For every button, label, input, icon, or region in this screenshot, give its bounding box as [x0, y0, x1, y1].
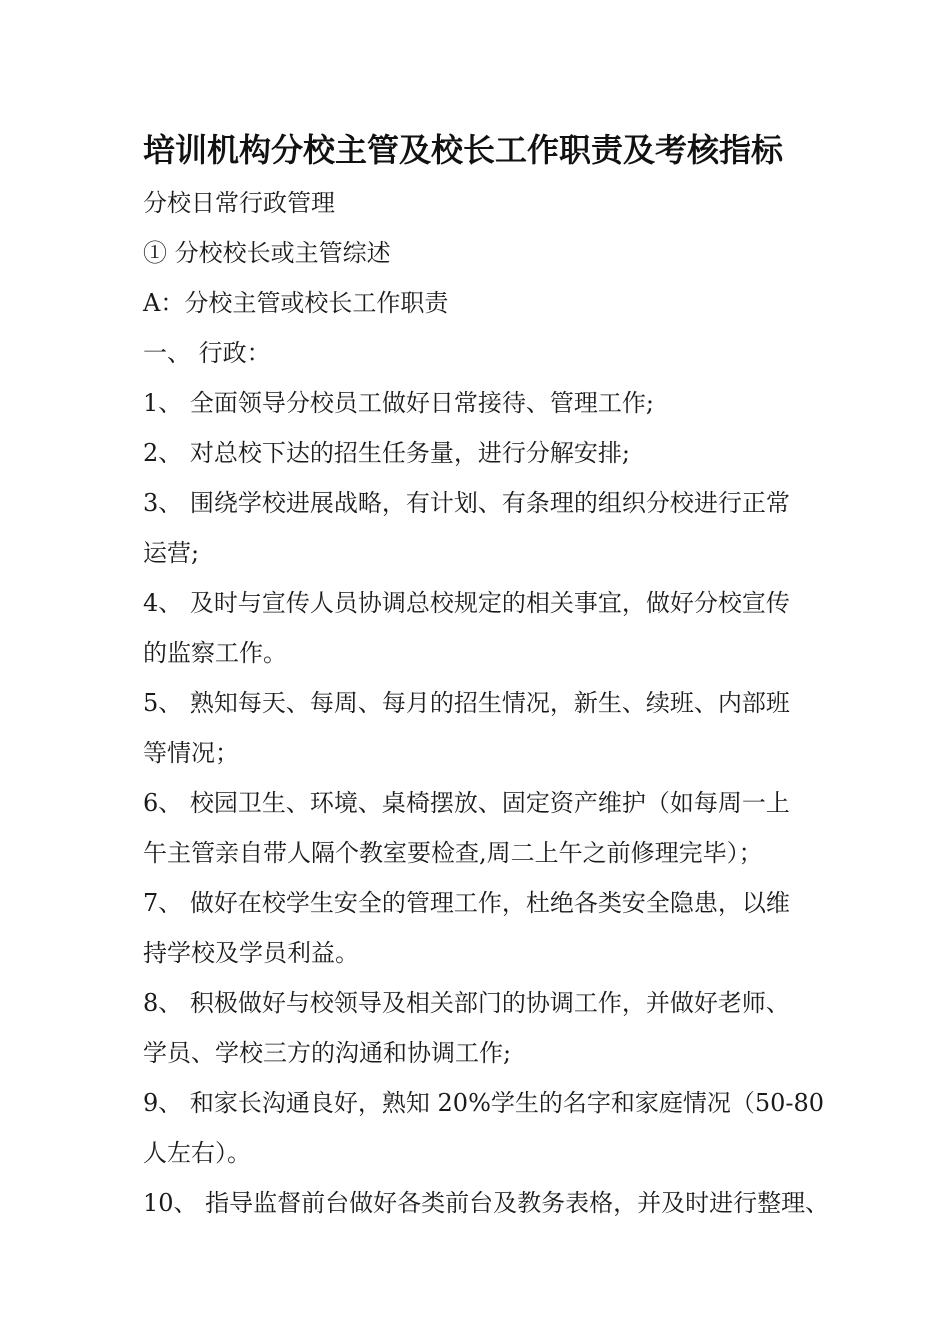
- duty-item: 5、 熟知每天、每周、每月的招生情况，新生、续班、内部班: [143, 689, 790, 717]
- duty-item: 2、 对总校下达的招生任务量，进行分解安排;: [143, 439, 630, 467]
- duty-item: 7、 做好在校学生安全的管理工作，杜绝各类安全隐患，以维: [143, 889, 790, 917]
- duty-item: 4、 及时与宣传人员协调总校规定的相关事宜，做好分校宣传: [143, 589, 790, 617]
- duty-item: 9、 和家长沟通良好，熟知 20%学生的名字和家庭情况（50-80: [143, 1089, 825, 1117]
- duty-item-continuation: 等情况；: [143, 739, 239, 767]
- document-title: 培训机构分校主管及校长工作职责及考核指标: [143, 131, 784, 169]
- subsection-heading: A：分校主管或校长工作职责: [143, 289, 449, 317]
- category-heading: 一、 行政：: [143, 339, 271, 367]
- duty-item: 8、 积极做好与校领导及相关部门的协调工作，并做好老师、: [143, 989, 790, 1017]
- section-heading: 分校日常行政管理: [143, 189, 335, 217]
- duty-item-continuation: 学员、学校三方的沟通和协调工作;: [143, 1039, 512, 1067]
- duty-item-continuation: 持学校及学员利益。: [143, 939, 359, 967]
- duty-item-continuation: 人左右）。: [143, 1139, 251, 1167]
- subsection-heading: ① 分校校长或主管综述: [143, 239, 391, 267]
- duty-item-continuation: 午主管亲自带人隔个教室要检查,周二上午之前修理完毕）；: [143, 839, 763, 867]
- duty-item: 10、 指导监督前台做好各类前台及教务表格，并及时进行整理、: [143, 1189, 830, 1217]
- duty-item-continuation: 运营;: [143, 539, 200, 567]
- duty-item: 3、 围绕学校进展战略，有计划、有条理的组织分校进行正常: [143, 489, 790, 517]
- duty-item-continuation: 的监察工作。: [143, 639, 287, 667]
- duty-item: 6、 校园卫生、环境、桌椅摆放、固定资产维护（如每周一上: [143, 789, 790, 817]
- document-body: [143, 178, 830, 1228]
- duty-item: 1、 全面领导分校员工做好日常接待、管理工作;: [143, 389, 654, 417]
